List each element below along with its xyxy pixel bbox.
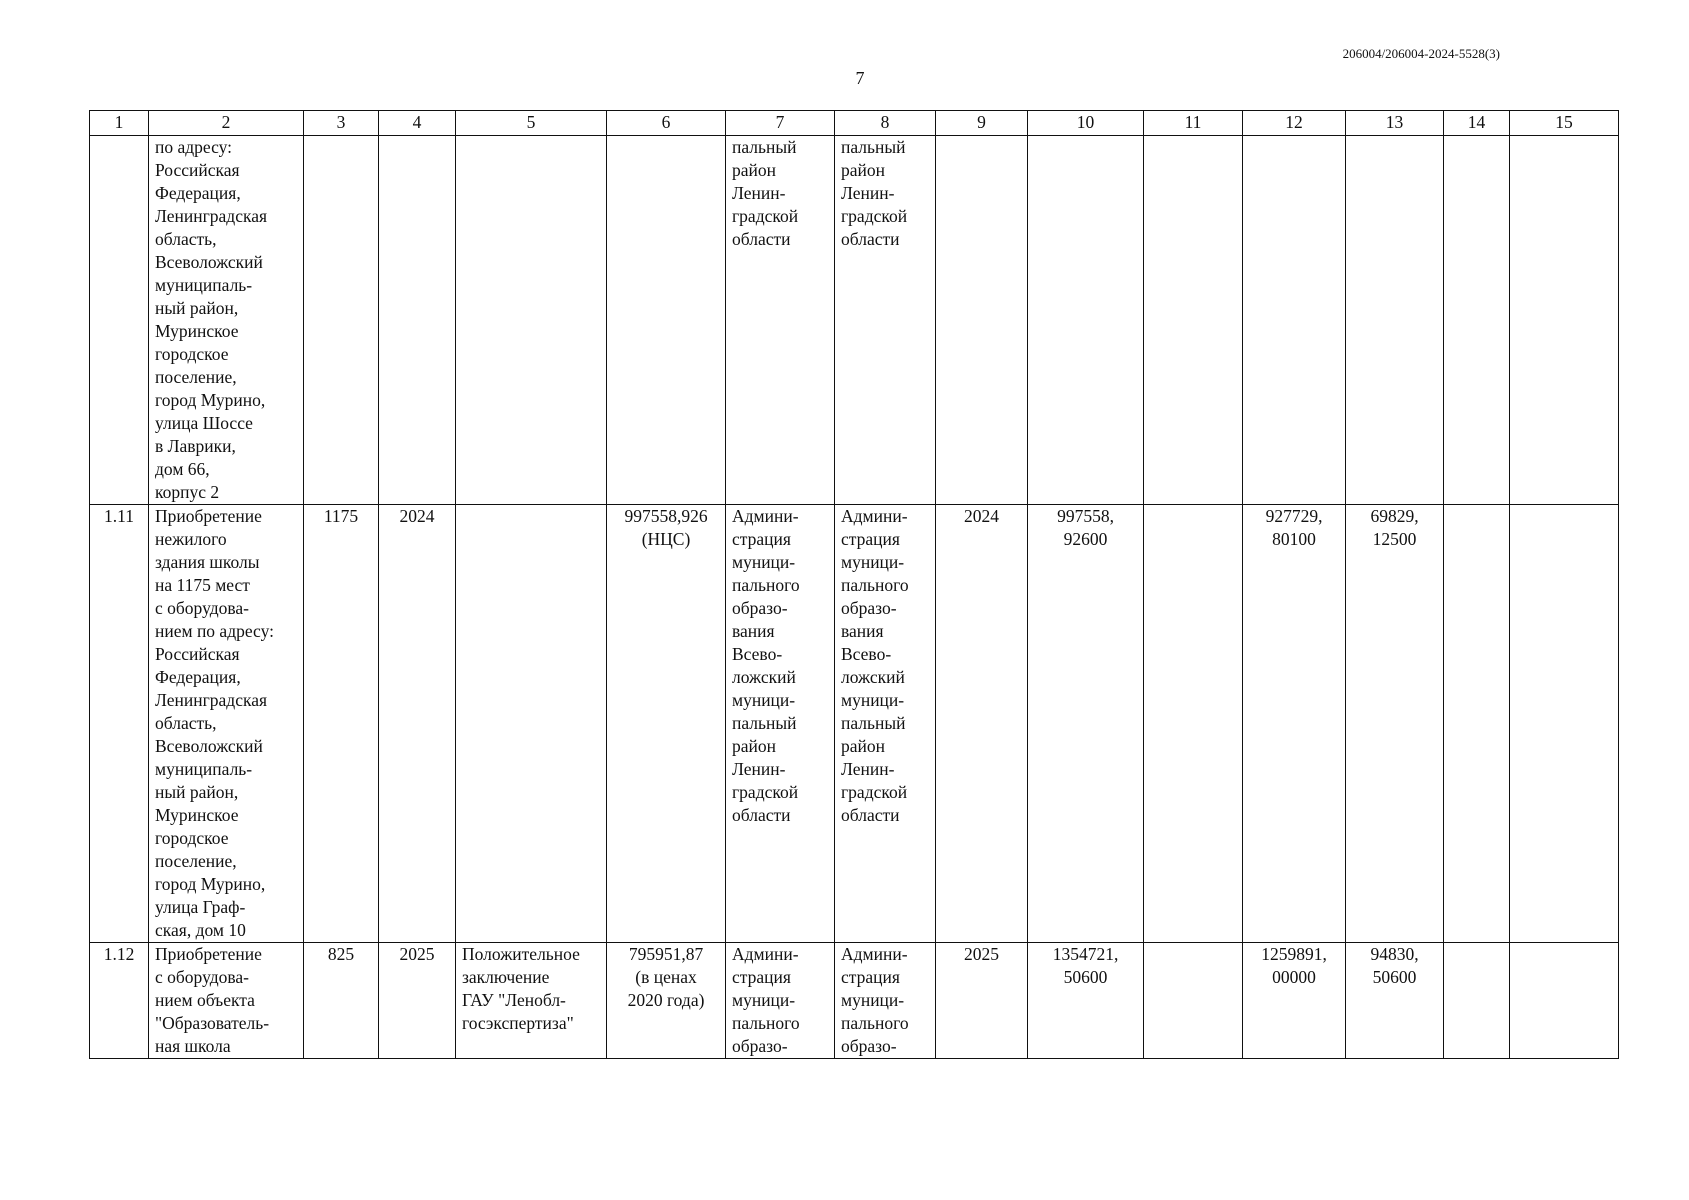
cell-line: в Лаврики, — [155, 436, 236, 456]
budget-table — [89, 110, 1619, 1059]
cell-line: Админи- — [841, 944, 908, 964]
column-number-12: 12 — [1243, 111, 1346, 136]
cell-line: госэкспертиза" — [462, 1013, 574, 1033]
cell-line: область, — [155, 713, 217, 733]
cell-line: Российская — [155, 160, 240, 180]
column-number-15: 15 — [1510, 111, 1619, 136]
cell-line: Положительное — [462, 944, 580, 964]
cell-line: Муринское — [155, 805, 239, 825]
cell-col-8 — [835, 505, 936, 943]
column-number-6: 6 — [607, 111, 726, 136]
column-number-14: 14 — [1444, 111, 1510, 136]
column-number-9: 9 — [936, 111, 1028, 136]
cell-line: пального — [841, 575, 909, 595]
cell-col-9: 2024 — [936, 505, 1028, 943]
cell-line: Админи- — [732, 944, 799, 964]
cell-line: городское — [155, 344, 229, 364]
cell-col-10 — [1028, 943, 1144, 1059]
cell-line: Ленинградская — [155, 206, 268, 226]
cell-col-1 — [90, 136, 149, 505]
cell-line: Федерация, — [155, 183, 241, 203]
column-number-13: 13 — [1346, 111, 1444, 136]
cell-col-6 — [607, 505, 726, 943]
cell-line: Ленин- — [732, 759, 786, 779]
cell-line: район — [841, 736, 885, 756]
cell-col-13 — [1346, 136, 1444, 505]
cell-col-15 — [1510, 943, 1619, 1059]
cell-col-13 — [1346, 505, 1444, 943]
cell-line: район — [732, 736, 776, 756]
cell-col-10 — [1028, 136, 1144, 505]
document-id: 206004/206004-2024-5528(3) — [1342, 46, 1500, 61]
cell-col-3 — [304, 136, 379, 505]
cell-col-5 — [456, 136, 607, 505]
cell-line: 1259891, — [1261, 944, 1327, 964]
cell-line: вания — [732, 621, 775, 641]
cell-line: город Мурино, — [155, 874, 266, 894]
cell-line: (НЦС) — [641, 529, 691, 549]
cell-line: муници- — [732, 690, 796, 710]
cell-col-11 — [1144, 505, 1243, 943]
cell-line: район — [841, 160, 885, 180]
cell-line: области — [732, 229, 791, 249]
cell-line: градской — [732, 206, 799, 226]
cell-line: с оборудова- — [155, 598, 249, 618]
cell-line: муници- — [732, 990, 796, 1010]
cell-line: корпус 2 — [155, 482, 220, 502]
cell-line: 80100 — [1272, 529, 1316, 549]
cell-col-12 — [1243, 505, 1346, 943]
cell-line: 997558,926 — [624, 506, 708, 526]
cell-line: 92600 — [1063, 529, 1108, 549]
cell-line: Всеволожский — [155, 252, 263, 272]
column-number-4: 4 — [379, 111, 456, 136]
cell-line: Ленин- — [841, 183, 895, 203]
cell-line: нием по адресу: — [155, 621, 274, 641]
page-number: 7 — [855, 68, 865, 88]
cell-line: пальный — [732, 713, 797, 733]
cell-line: пального — [732, 1013, 800, 1033]
cell-col-12 — [1243, 136, 1346, 505]
cell-col-1: 1.11 — [90, 505, 149, 943]
cell-line: Админи- — [732, 506, 799, 526]
cell-line: Ленинградская — [155, 690, 268, 710]
cell-line: 00000 — [1272, 967, 1316, 987]
cell-line: городское — [155, 828, 229, 848]
cell-col-9: 2025 — [936, 943, 1028, 1059]
column-number-3: 3 — [304, 111, 379, 136]
cell-line: Всево- — [732, 644, 783, 664]
cell-col-2 — [149, 943, 304, 1059]
cell-line: градской — [841, 782, 908, 802]
cell-line: на 1175 мест — [155, 575, 250, 595]
cell-col-3: 1175 — [304, 505, 379, 943]
column-number-2: 2 — [149, 111, 304, 136]
cell-line: район — [732, 160, 776, 180]
cell-col-4: 2025 — [379, 943, 456, 1059]
cell-col-2 — [149, 505, 304, 943]
cell-col-4: 2024 — [379, 505, 456, 943]
cell-line: ная школа — [155, 1036, 231, 1056]
cell-line: город Мурино, — [155, 390, 266, 410]
cell-line: образо- — [841, 598, 897, 618]
cell-line: Админи- — [841, 506, 908, 526]
cell-line: 927729, — [1265, 506, 1323, 526]
cell-line: страция — [732, 967, 791, 987]
cell-col-13 — [1346, 943, 1444, 1059]
cell-line: поселение, — [155, 851, 237, 871]
cell-line: образо- — [841, 1036, 897, 1056]
cell-col-3: 825 — [304, 943, 379, 1059]
column-number-8: 8 — [835, 111, 936, 136]
cell-line: муниципаль- — [155, 275, 253, 295]
cell-line: 1354721, — [1052, 944, 1119, 964]
cell-line: ный район, — [155, 782, 239, 802]
cell-line: пальный — [841, 713, 906, 733]
cell-line: страция — [732, 529, 791, 549]
cell-line: нием объекта — [155, 990, 255, 1010]
cell-line: заключение — [462, 967, 550, 987]
table-row — [90, 505, 1619, 943]
cell-line: пальный — [732, 137, 797, 157]
cell-line: Всево- — [841, 644, 892, 664]
cell-col-1: 1.12 — [90, 943, 149, 1059]
cell-line: градской — [841, 206, 908, 226]
column-number-1: 1 — [90, 111, 149, 136]
cell-col-10 — [1028, 505, 1144, 943]
table-row — [90, 943, 1619, 1059]
cell-line: (в ценах — [635, 967, 697, 987]
cell-line: страция — [841, 529, 900, 549]
cell-line: "Образователь- — [155, 1013, 270, 1033]
cell-line: области — [732, 805, 791, 825]
cell-line: 795951,87 — [628, 944, 704, 964]
cell-line: ГАУ "Ленобл- — [462, 990, 566, 1010]
cell-line: муници- — [841, 990, 905, 1010]
cell-line: здания школы — [155, 552, 260, 572]
cell-col-7 — [726, 943, 835, 1059]
cell-line: пального — [732, 575, 800, 595]
cell-line: 94830, — [1370, 944, 1419, 964]
cell-line: 50600 — [1372, 967, 1417, 987]
cell-col-12 — [1243, 943, 1346, 1059]
cell-line: поселение, — [155, 367, 237, 387]
cell-line: вания — [841, 621, 884, 641]
cell-col-8 — [835, 943, 936, 1059]
cell-line: 50600 — [1063, 967, 1108, 987]
cell-line: ложский — [732, 667, 796, 687]
cell-line: с оборудова- — [155, 967, 249, 987]
cell-line: ный район, — [155, 298, 239, 318]
cell-line: муници- — [732, 552, 796, 572]
column-number-7: 7 — [726, 111, 835, 136]
cell-col-7 — [726, 505, 835, 943]
cell-line: области — [841, 229, 900, 249]
cell-line: 12500 — [1372, 529, 1417, 549]
cell-col-7 — [726, 136, 835, 505]
cell-line: образо- — [732, 598, 788, 618]
cell-col-11 — [1144, 136, 1243, 505]
cell-line: пального — [841, 1013, 909, 1033]
cell-col-9 — [936, 136, 1028, 505]
cell-col-14 — [1444, 505, 1510, 943]
cell-line: нежилого — [155, 529, 227, 549]
cell-col-8 — [835, 136, 936, 505]
cell-col-15 — [1510, 136, 1619, 505]
cell-line: улица Шоссе — [155, 413, 253, 433]
cell-line: Федерация, — [155, 667, 241, 687]
cell-line: Приобретение — [155, 506, 262, 526]
cell-line: ская, дом 10 — [155, 920, 246, 940]
cell-col-5 — [456, 943, 607, 1059]
cell-col-6 — [607, 943, 726, 1059]
cell-line: улица Граф- — [155, 897, 246, 917]
cell-line: области — [841, 805, 900, 825]
cell-line: муници- — [841, 552, 905, 572]
cell-line: пальный — [841, 137, 906, 157]
cell-col-11 — [1144, 943, 1243, 1059]
cell-col-4 — [379, 136, 456, 505]
cell-line: Приобретение — [155, 944, 262, 964]
column-number-row — [90, 111, 1619, 136]
cell-line: область, — [155, 229, 217, 249]
cell-col-14 — [1444, 943, 1510, 1059]
cell-col-5 — [456, 505, 607, 943]
cell-col-6 — [607, 136, 726, 505]
cell-line: образо- — [732, 1036, 788, 1056]
table-body — [90, 111, 1619, 1059]
cell-line: Всеволожский — [155, 736, 263, 756]
cell-line: 997558, — [1057, 506, 1114, 526]
cell-line: Ленин- — [841, 759, 895, 779]
cell-line: страция — [841, 967, 900, 987]
cell-line: Муринское — [155, 321, 239, 341]
column-number-5: 5 — [456, 111, 607, 136]
cell-col-15 — [1510, 505, 1619, 943]
cell-line: 69829, — [1370, 506, 1419, 526]
cell-line: ложский — [841, 667, 905, 687]
cell-line: Ленин- — [732, 183, 786, 203]
column-number-11: 11 — [1144, 111, 1243, 136]
cell-col-2 — [149, 136, 304, 505]
table-row — [90, 136, 1619, 505]
cell-line: градской — [732, 782, 799, 802]
cell-col-14 — [1444, 136, 1510, 505]
cell-line: муници- — [841, 690, 905, 710]
cell-line: Российская — [155, 644, 240, 664]
column-number-10: 10 — [1028, 111, 1144, 136]
cell-line: дом 66, — [155, 459, 210, 479]
cell-line: муниципаль- — [155, 759, 253, 779]
cell-line: 2020 года) — [627, 990, 705, 1010]
cell-line: по адресу: — [155, 137, 233, 157]
